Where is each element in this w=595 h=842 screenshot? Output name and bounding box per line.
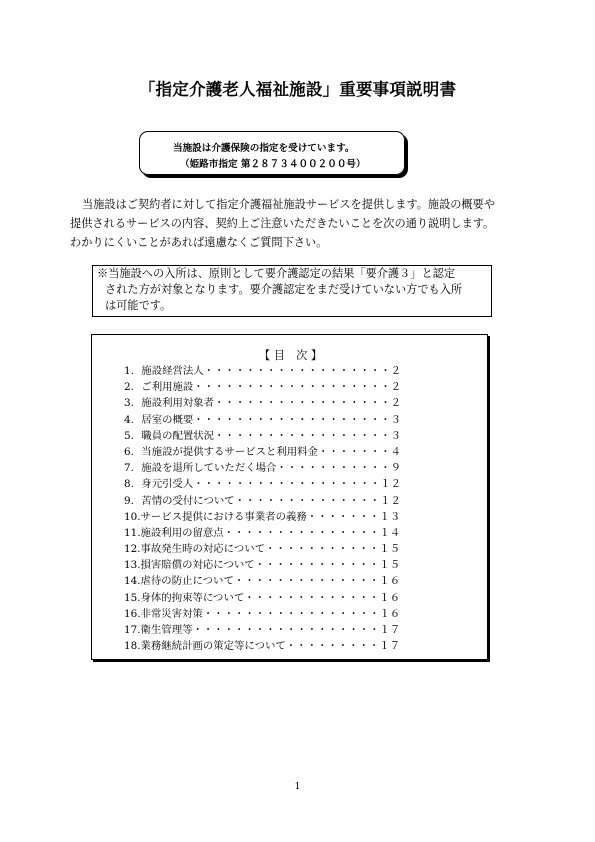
toc-item-label: 職員の配置状況・・・・・・・・・・・・・・・・・３ xyxy=(138,429,402,442)
toc-item-number: 2. xyxy=(124,381,134,394)
intro-line: 当施設はご契約者に対して指定介護福祉施設サービスを提供します。施設の概要や xyxy=(82,198,496,211)
toc-item-label: サービス提供における事業者の義務・・・・・・・１３ xyxy=(140,510,401,523)
toc-item xyxy=(124,444,401,460)
toc-item-label: 身体的拘束等について・・・・・・・・・・・・・１６ xyxy=(140,591,401,604)
toc-heading: 【 目 次 】 xyxy=(258,349,323,362)
toc-item-label: 衛生管理等・・・・・・・・・・・・・・・・・・１７ xyxy=(140,624,401,636)
toc-item-label: 損害賠償の対応について・・・・・・・・・・・・１５ xyxy=(140,559,401,572)
toc-item-number: 9. xyxy=(124,494,134,507)
toc-item-number: 17. xyxy=(124,624,141,636)
toc-item-number: 4. xyxy=(124,413,134,426)
toc-item-number: 1. xyxy=(124,365,134,377)
toc-item-number: 7. xyxy=(124,462,134,475)
table-of-contents xyxy=(91,334,488,660)
toc-item xyxy=(124,606,401,622)
admission-note-line: は可能です。 xyxy=(105,299,172,312)
toc-item-label: 業務継続計画の策定等について・・・・・・・・・１７ xyxy=(140,640,401,653)
toc-item xyxy=(124,557,401,573)
toc-item xyxy=(124,638,401,654)
toc-item-label: 施設利用の留意点・・・・・・・・・・・・・・・１４ xyxy=(140,526,401,539)
intro-paragraph xyxy=(70,195,540,252)
toc-item xyxy=(124,363,401,379)
document-title: 「指定介護老人福祉施設」重要事項説明書 xyxy=(138,80,457,99)
toc-item xyxy=(124,622,401,638)
toc-item xyxy=(124,379,401,395)
designation-number: （姫路市指定 第２８７３４００２００号） xyxy=(180,159,366,170)
toc-item-label: 当施設が提供するサービスと利用料金・・・・・・・４ xyxy=(138,445,402,458)
toc-item-number: 16. xyxy=(124,607,141,620)
toc-item xyxy=(124,395,401,411)
toc-item-number: 12. xyxy=(124,543,141,556)
toc-item-label: 苦情の受付について・・・・・・・・・・・・・・１２ xyxy=(138,494,401,507)
toc-item-number: 18. xyxy=(124,640,141,653)
toc-item-label: 身元引受人・・・・・・・・・・・・・・・・・・１２ xyxy=(138,478,402,491)
toc-item-label: 居室の概要・・・・・・・・・・・・・・・・・・・３ xyxy=(138,413,402,426)
toc-item-label: 事故発生時の対応について・・・・・・・・・・・１５ xyxy=(140,543,401,556)
toc-item-number: 14. xyxy=(124,575,141,588)
toc-item-label: 非常災害対策・・・・・・・・・・・・・・・・・１６ xyxy=(140,607,401,620)
designation-notice-box xyxy=(139,131,405,175)
toc-item-number: 8. xyxy=(124,478,134,491)
toc-item xyxy=(124,590,401,606)
admission-note-line: された方が対象となります。要介護認定をまだ受けていない方でも入所 xyxy=(105,283,463,296)
toc-item-number: 5. xyxy=(124,429,134,442)
toc-item xyxy=(124,460,401,476)
designation-notice-line: 当施設は介護保険の指定を受けています。 xyxy=(173,143,355,154)
toc-item xyxy=(124,476,401,492)
toc-item-number: 15. xyxy=(124,591,141,604)
toc-item xyxy=(124,428,401,444)
toc-item xyxy=(124,412,401,428)
toc-item-label: 施設経営法人・・・・・・・・・・・・・・・・・・２ xyxy=(138,365,402,377)
toc-item-number: 3. xyxy=(124,397,134,410)
toc-item xyxy=(124,493,401,509)
admission-note-line: ※当施設への入所は、原則として要介護認定の結果「要介護３」と認定 xyxy=(97,267,456,280)
toc-item-number: 6. xyxy=(124,445,134,458)
intro-line: わかりにくいことがあれば遠慮なくご質問下さい。 xyxy=(70,236,328,249)
toc-list xyxy=(124,363,401,654)
toc-item xyxy=(124,525,401,541)
toc-item-label: 虐待の防止について・・・・・・・・・・・・・・１６ xyxy=(140,575,401,588)
toc-item-number: 13. xyxy=(124,559,141,572)
toc-item-label: 施設を退所していただく場合・・・・・・・・・・・９ xyxy=(138,462,402,475)
toc-item xyxy=(124,573,401,589)
toc-item-label: ご利用施設・・・・・・・・・・・・・・・・・・・２ xyxy=(138,381,402,394)
toc-item-number: 11. xyxy=(124,526,141,539)
toc-item xyxy=(124,509,401,525)
toc-item-number: 10. xyxy=(124,510,141,523)
page-number: 1 xyxy=(294,782,301,792)
intro-line: 提供されるサービスの内容、契約上ご注意いただきたいことを次の通り説明します。 xyxy=(70,217,495,230)
toc-item xyxy=(124,541,401,557)
toc-item-label: 施設利用対象者・・・・・・・・・・・・・・・・・２ xyxy=(138,397,402,410)
admission-note-box xyxy=(92,265,492,317)
